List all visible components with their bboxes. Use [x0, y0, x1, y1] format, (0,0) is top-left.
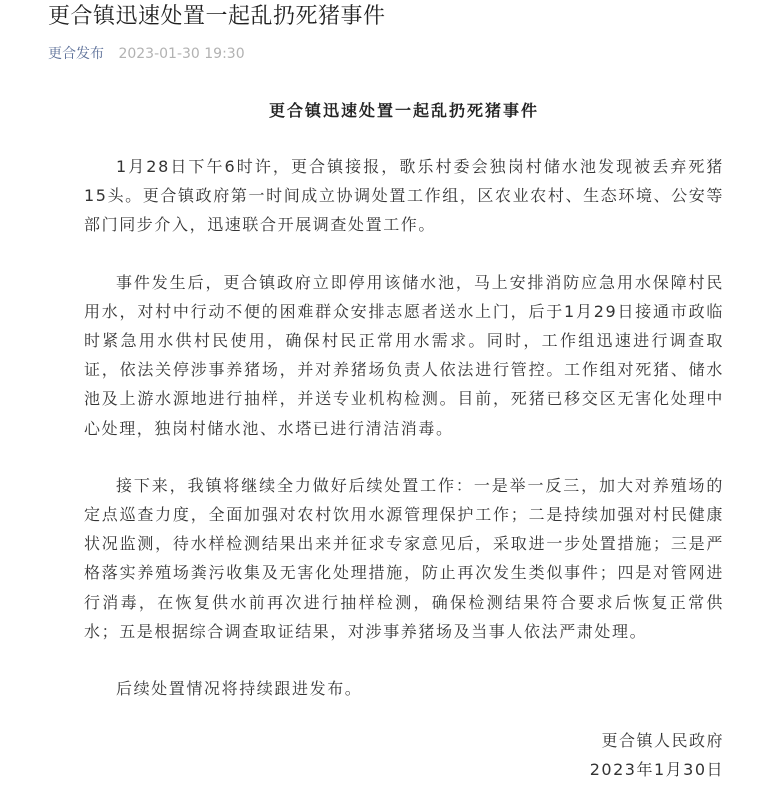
article-body: [84, 96, 724, 703]
article-paragraph: 后续处置情况将持续跟进发布。: [116, 679, 363, 699]
article-heading: 更合镇迅速处置一起乱扔死猪事件: [268, 101, 539, 120]
signature-block: [590, 726, 724, 784]
article-paragraph: 接下来，我镇将继续全力做好后续处置工作：一是举一反三，加大对养殖场的定点巡查力度，全面加强对农村饮用水源管理保护工作；二是持续加强对村民健康状况监测，待水样检测结果出来并征求专家意见后，采取进一步处置措施；三是严格落实养殖场粪污收集及无害化处理措施，防止再次发生类似事件；四是对管网进行消毒，在恢复供水前再次进行抽样检测，确保检测结果符合要求后恢复正常供水；五是根据综合调查取证结果，对涉事养猪场及当事人依法严肃处理。: [84, 475, 724, 641]
signature-date: 2023年1月30日: [589, 760, 724, 779]
source-account-link[interactable]: 更合发布: [48, 46, 104, 62]
signature-org: 更合镇人民政府: [601, 731, 724, 750]
page-title: 更合镇迅速处置一起乱扔死猪事件: [48, 4, 386, 29]
publish-time: 2023-01-30 19:30: [118, 46, 245, 62]
article-paragraph: 事件发生后，更合镇政府立即停用该储水池，马上安排消防应急用水保障村民用水，对村中行动不便的困难群众安排志愿者送水上门，后于1月29日接通市政临时紧急用水供村民使用，确保村民正常用水需求。同时，工作组迅速进行调查取证，依法关停涉事养猪场，并对养猪场负责人依法进行管控。工作组对死猪、储水池及上游水源地进行抽样，并送专业机构检测。目前，死猪已移交区无害化处理中心处理，独岗村储水池、水塔已进行清洁消毒。: [84, 272, 724, 438]
article-paragraph: 1月28日下午6时许，更合镇接报，歌乐村委会独岗村储水池发现被丢弃死猪15头。更合镇政府第一时间成立协调处置工作组，区农业农村、生态环境、公安等部门同步介入，迅速联合开展调查处置工作。: [84, 157, 724, 235]
article-meta: [48, 44, 245, 64]
